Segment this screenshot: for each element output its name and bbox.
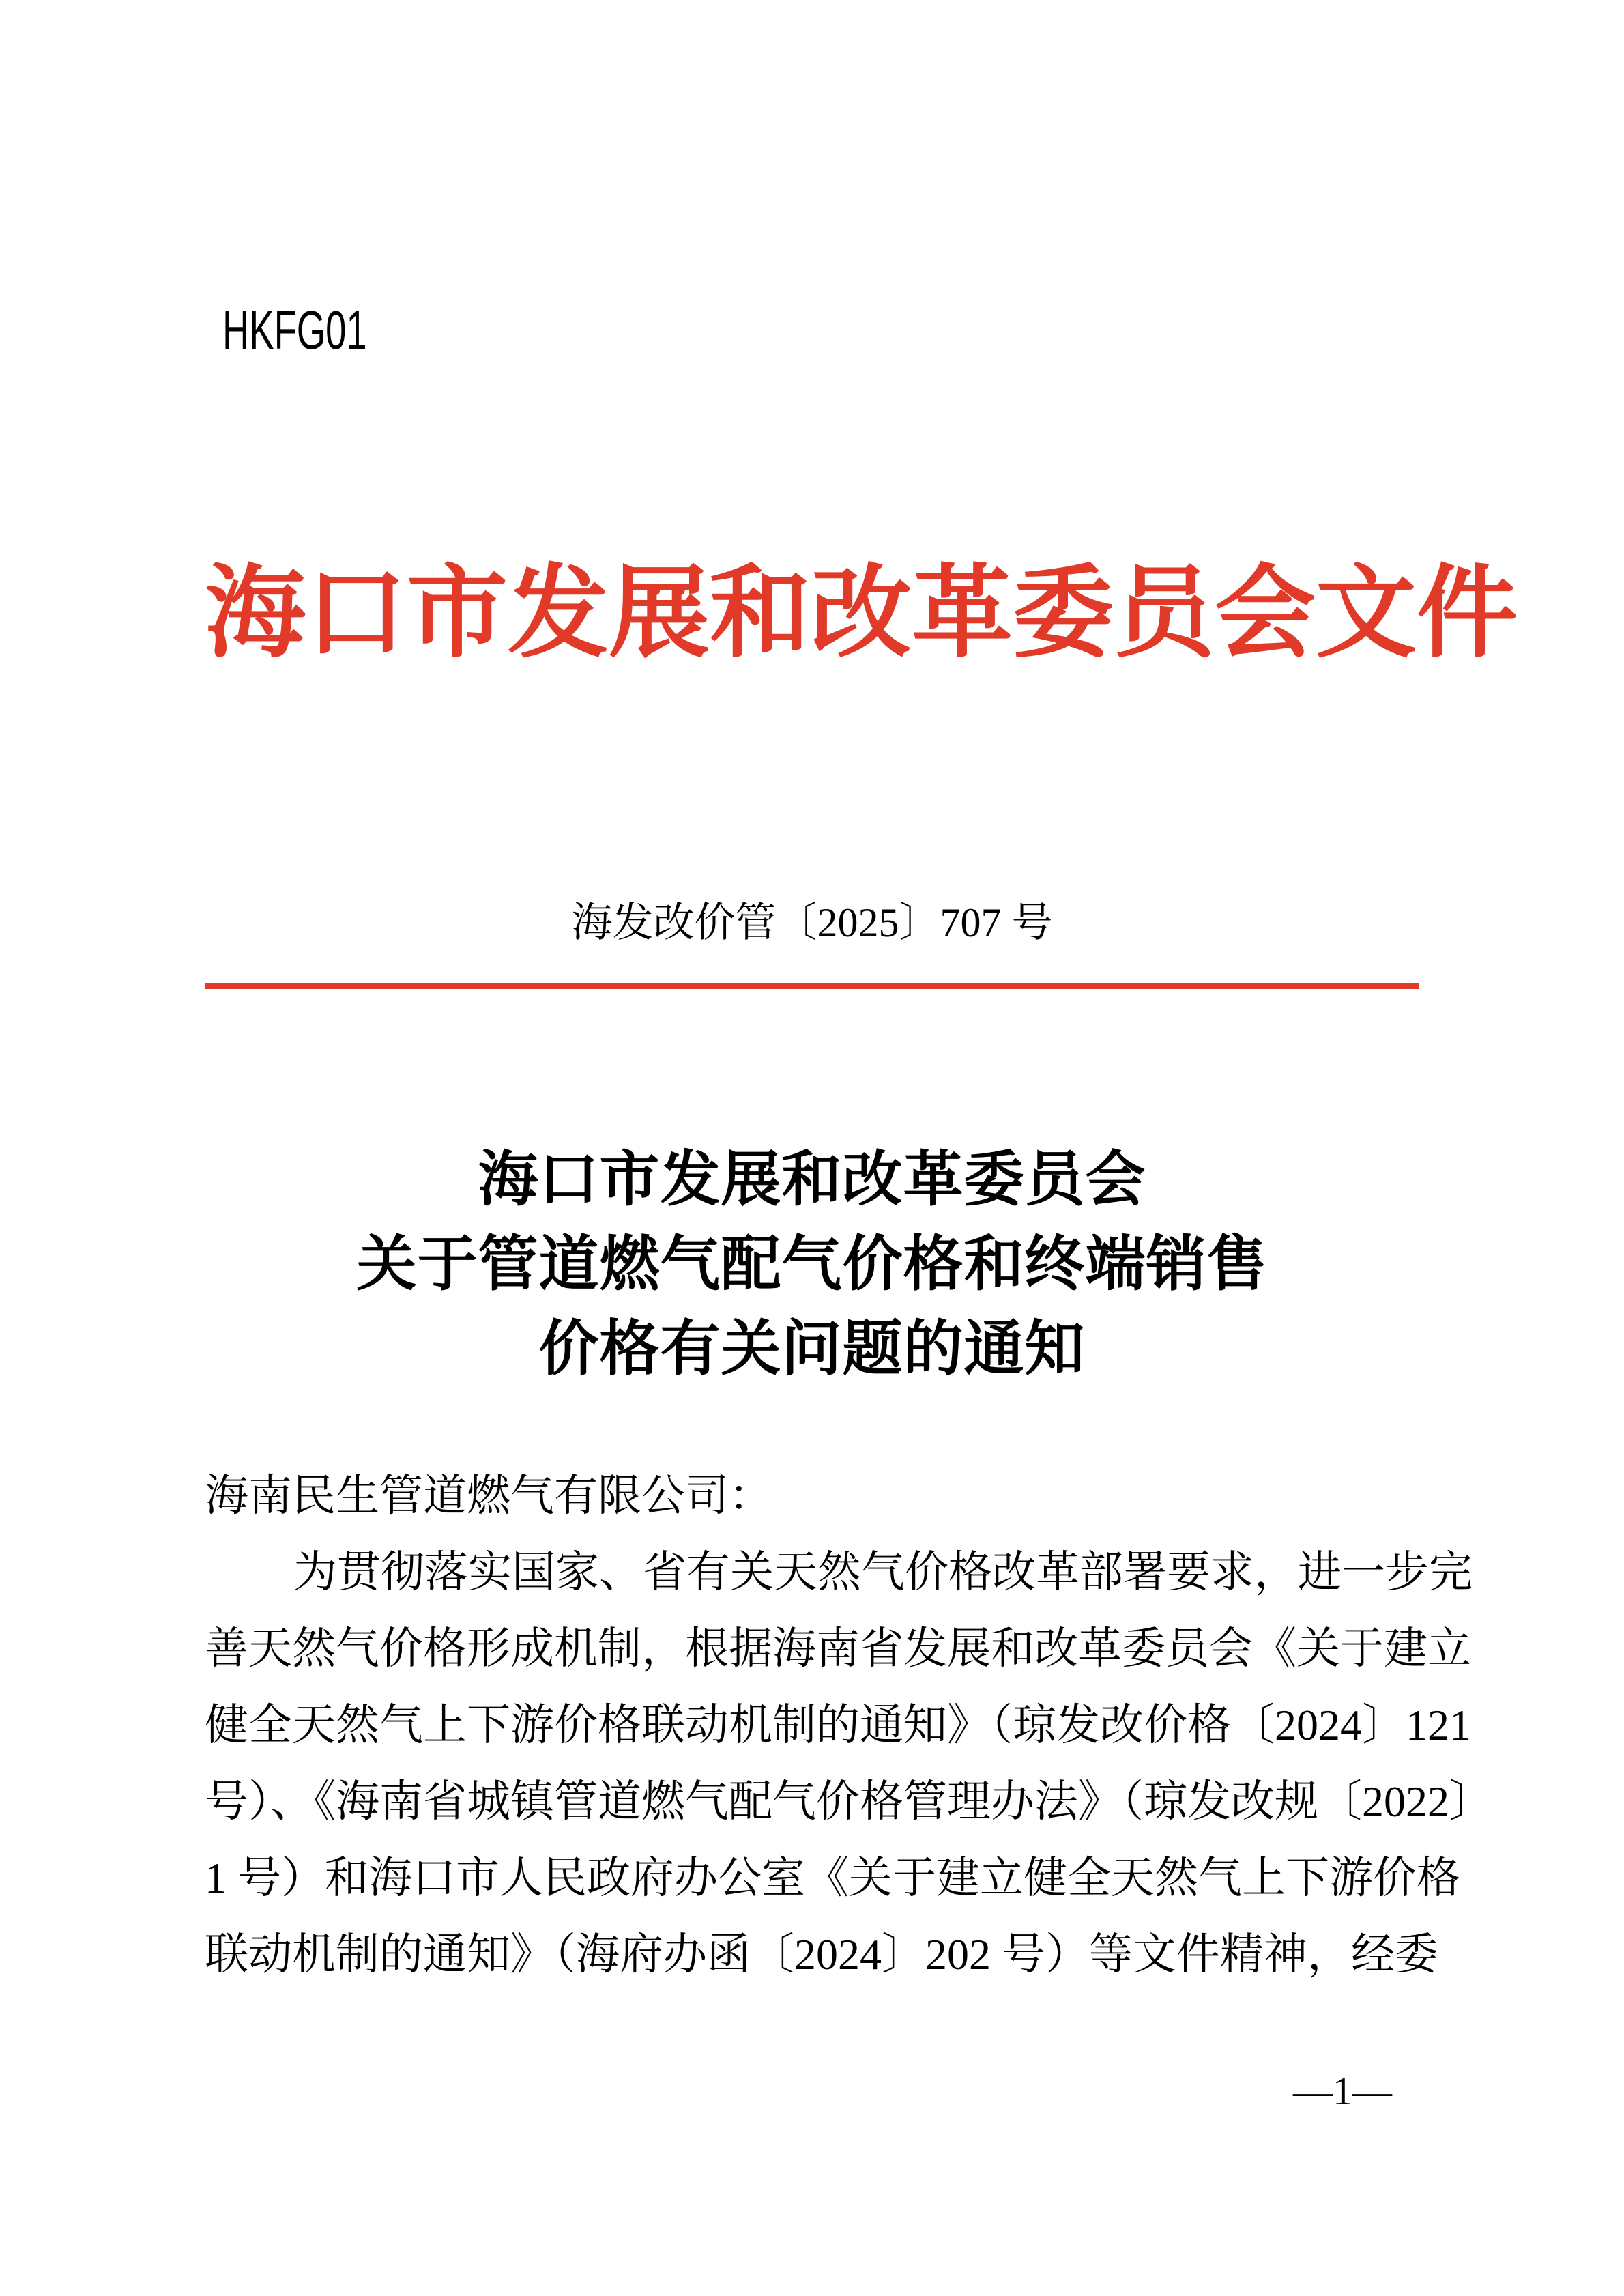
body-line: 号）、《海南省城镇管道燃气配气价格管理办法》（琼发改规〔2022〕 bbox=[205, 1777, 1493, 1826]
notice-title bbox=[205, 1138, 1419, 1392]
body-text bbox=[205, 1458, 1493, 1993]
salutation-line: 海南民生管道燃气有限公司： bbox=[205, 1472, 772, 1520]
body-line: 善天然气价格形成机制，根据海南省发展和改革委员会《关于建立 bbox=[205, 1624, 1471, 1673]
red-divider-rule bbox=[205, 983, 1419, 989]
body-line: 1 号）和海口市人民政府办公室《关于建立健全天然气上下游价格 bbox=[205, 1854, 1460, 1902]
notice-title-line: 价格有关问题的通知 bbox=[538, 1317, 1086, 1383]
document-code: HKFG01 bbox=[222, 300, 367, 360]
document-reference-number: 海发改价管〔2025〕707 号 bbox=[571, 900, 1053, 945]
body-line: 健全天然气上下游价格联动机制的通知》（琼发改价格〔2024〕121 bbox=[205, 1701, 1471, 1749]
notice-title-line: 海口市发展和改革委员会 bbox=[478, 1147, 1146, 1214]
notice-title-line: 关于管道燃气配气价格和终端销售 bbox=[356, 1232, 1268, 1298]
agency-red-banner: 海口市发展和改革委员会文件 bbox=[205, 558, 1518, 670]
body-line: 联动机制的通知》（海府办函〔2024〕202 号）等文件精神，经委 bbox=[205, 1930, 1438, 1979]
body-line: 为贯彻落实国家、省有关天然气价格改革部署要求，进一步完 bbox=[293, 1548, 1473, 1596]
page-number: —1— bbox=[1293, 2069, 1392, 2113]
